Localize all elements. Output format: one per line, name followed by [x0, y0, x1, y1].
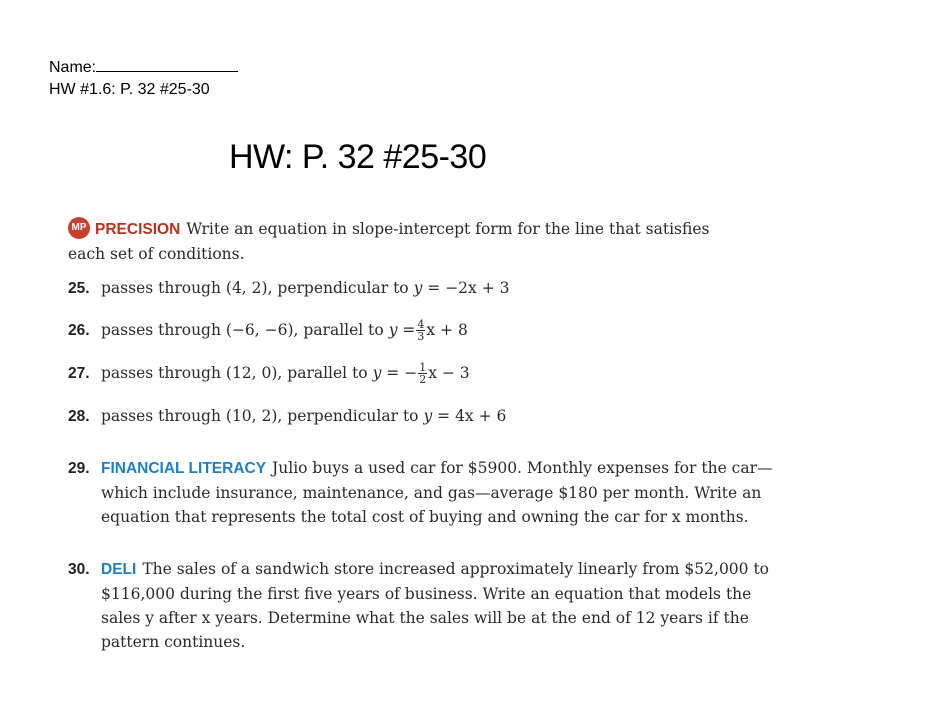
problem-text: passes through (−6, −6), parallel to — [101, 321, 384, 339]
instruction-line-1: Write an equation in slope-intercept form for the line that satisfies — [186, 220, 710, 238]
equation-rhs: = −2x + 3 — [427, 279, 510, 297]
problem-keyword: FINANCIAL LITERACY — [101, 460, 267, 477]
section-keyword: PRECISION — [95, 221, 181, 238]
problem-number: 25. — [68, 280, 90, 297]
problem-text: passes through (12, 0), parallel to — [101, 364, 368, 382]
problem-26 — [68, 318, 468, 343]
problem-27 — [68, 361, 470, 386]
problem-number: 28. — [68, 408, 90, 425]
page-title: HW: P. 32 #25-30 — [229, 138, 487, 176]
equation-lhs: y — [388, 321, 398, 339]
equation-lhs: y — [413, 279, 423, 297]
problem-29 — [68, 456, 808, 529]
fraction-numerator: 4 — [417, 317, 425, 331]
equation-lhs: y — [372, 364, 382, 382]
problem-line-1: Julio buys a used car for $5900. Monthly expenses for the car— — [272, 459, 773, 477]
equation-rhs: = 4x + 6 — [437, 407, 507, 425]
equation-lhs: y — [423, 407, 433, 425]
fraction-denominator: 2 — [419, 372, 427, 386]
fraction — [418, 362, 427, 385]
problem-number: 27. — [68, 365, 90, 382]
problem-keyword: DELI — [101, 561, 137, 578]
problem-25 — [68, 276, 510, 301]
problem-line-3: equation that represents the total cost of buying and owning the car for x months. — [101, 508, 749, 526]
problem-line-4: pattern continues. — [101, 633, 246, 651]
equation-post: x + 8 — [426, 321, 468, 339]
problem-28 — [68, 404, 506, 429]
fraction — [416, 319, 425, 342]
problem-text: passes through (10, 2), perpendicular to — [101, 407, 419, 425]
problem-line-2: $116,000 during the first five years of business. Write an equation that models the — [101, 585, 752, 603]
hw-reference: HW #1.6: P. 32 #25-30 — [49, 81, 210, 98]
problem-number: 29. — [68, 460, 90, 477]
problem-text: passes through (4, 2), perpendicular to — [101, 279, 409, 297]
instruction-line-2: each set of conditions. — [68, 245, 245, 263]
equation-post: x − 3 — [428, 364, 470, 382]
problem-line-3: sales y after x years. Determine what the sales will be at the end of 12 years if the — [101, 609, 749, 627]
fraction-denominator: 3 — [417, 329, 425, 343]
problem-30 — [68, 557, 808, 654]
problem-number: 26. — [68, 322, 90, 339]
mp-badge-icon: MP — [68, 217, 90, 239]
fraction-numerator: 1 — [419, 360, 427, 374]
equation-pre: = − — [386, 364, 418, 382]
problem-line-1: The sales of a sandwich store increased approximately linearly from $52,000 to — [142, 560, 770, 578]
equation-pre: = — [402, 321, 416, 339]
name-label: Name: — [49, 59, 97, 76]
section-intro — [68, 217, 788, 266]
problem-number: 30. — [68, 561, 90, 578]
problem-line-2: which include insurance, maintenance, and gas—average $180 per month. Write an — [101, 484, 762, 502]
